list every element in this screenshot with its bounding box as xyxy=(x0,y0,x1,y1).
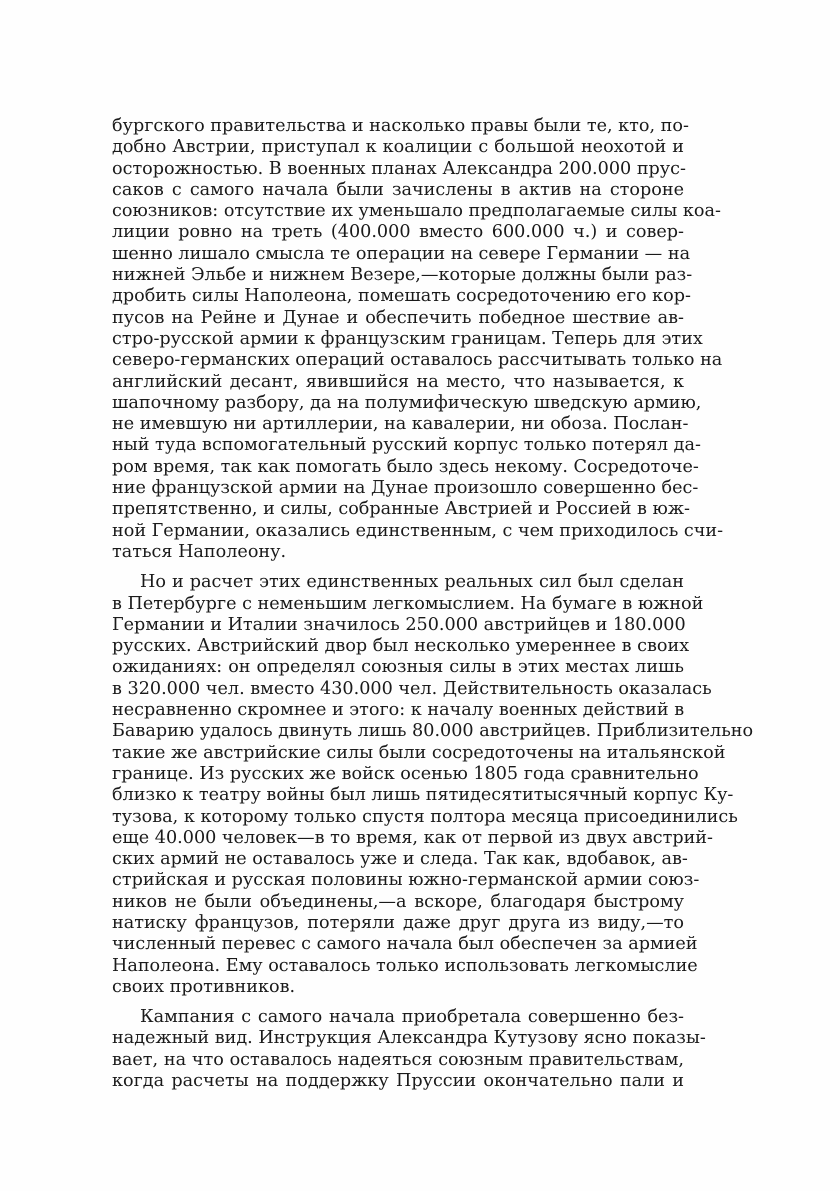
text-line: в Петербурге с неменьшим легкомыслием. На бумаге в южной xyxy=(112,593,704,614)
text-line: английский десант, явившийся на место, что называется, к xyxy=(112,371,684,392)
text-line: осторожностью. В военных планах Александра 200.000 прус- xyxy=(112,158,686,179)
text-line: союзников: отсутствие их уменьшало предполагаемые силы коа- xyxy=(112,201,721,222)
text-line: надежный вид. Инструкция Александра Кутузову ясно показы- xyxy=(112,1028,706,1049)
text-line: Но и расчет этих единственных реальных сил был сделан xyxy=(140,572,684,593)
text-line: ром время, так как помогать было здесь некому. Сосредоточе- xyxy=(112,456,699,477)
text-line: Баварию удалось двинуть лишь 80.000 австрийцев. Приблизительно xyxy=(112,721,754,742)
paragraph-3 xyxy=(112,1007,706,1092)
text-line: своих противников. xyxy=(112,976,296,997)
text-line: границе. Из русских же войск осенью 1805 года сравнительно xyxy=(112,763,699,784)
text-line: Германии и Италии значилось 250.000 австрийцев и 180.000 xyxy=(112,614,686,635)
paragraph-1 xyxy=(112,116,724,563)
paragraph-2 xyxy=(112,572,754,998)
text-line: в 320.000 чел. вместо 430.000 чел. Действительность оказалась xyxy=(112,678,712,699)
text-line: ный туда вспомогательный русский корпус только потерял да- xyxy=(112,435,701,456)
text-line: ских армий не оставалось уже и следа. Так как, вдобавок, ав- xyxy=(112,849,688,870)
text-line: когда расчеты на поддержку Пруссии окончательно пали и xyxy=(112,1071,684,1092)
text-line: бургского правительства и насколько правы были те, кто, по- xyxy=(112,116,689,136)
text-line: северо-германских операций оставалось рассчитывать только на xyxy=(112,350,723,371)
text-line: шенно лишало смысла те операции на севере Германии — на xyxy=(112,243,691,264)
text-line: ожиданиях: он определял союзныя силы в этих местах лишь xyxy=(112,657,684,678)
text-line: такие же австрийские силы были сосредоточены на итальянской xyxy=(112,742,726,763)
text-line: пусов на Рейне и Дунае и обеспечить победное шествие ав- xyxy=(112,307,684,328)
text-line: Наполеона. Ему оставалось только использовать легкомыслие xyxy=(112,955,698,976)
text-line: препятственно, и силы, собранные Австрией и Россией в юж- xyxy=(112,499,690,520)
text-line: еще 40.000 человек—в то время, как от первой из двух австрий- xyxy=(112,827,713,848)
text-line: лиции ровно на треть (400.000 вместо 600.000 ч.) и совер- xyxy=(112,222,684,243)
text-line: дробить силы Наполеона, помешать сосредоточению его кор- xyxy=(112,286,691,307)
text-line: не имевшую ни артиллерии, на кавалерии, ни обоза. Послан- xyxy=(112,414,689,435)
text-line: Кампания с самого начала приобретала совершенно без- xyxy=(140,1007,684,1028)
text-line: тузова, к которому только спустя полтора месяца присоединились xyxy=(112,806,738,827)
text-line: стро-русской армии к французским границам. Теперь для этих xyxy=(112,328,703,349)
text-line: численный перевес с самого начала был обеспечен за армией xyxy=(112,934,698,955)
text-line: ников не были объединены,—а вскоре, благодаря быстрому xyxy=(112,891,684,912)
text-line: таться Наполеону. xyxy=(112,541,287,562)
text-line: близко к театру войны был лишь пятидесятитысячный корпус Ку- xyxy=(112,785,734,806)
text-line: нижней Эльбе и нижнем Везере,—которые должны были раз- xyxy=(112,265,693,286)
text-line: саков с самого начала были зачислены в актив на стороне xyxy=(112,179,684,200)
text-line: натиску французов, потеряли даже друг друга из виду,—то xyxy=(112,912,684,933)
text-line: русских. Австрийский двор был несколько умереннее в своих xyxy=(112,636,690,657)
text-line: шапочному разбору, да на полумифическую шведскую армию, xyxy=(112,392,702,413)
page-text xyxy=(112,116,754,1092)
text-line: несравненно скромнее и этого: к началу военных действий в xyxy=(112,700,685,721)
text-line: вает, на что оставалось надеяться союзным правительствам, xyxy=(112,1049,684,1070)
text-line: ние французской армии на Дунае произошло совершенно бес- xyxy=(112,478,699,499)
text-line: добно Австрии, приступал к коалиции с большой неохотой и xyxy=(112,137,684,158)
text-line: стрийская и русская половины южно-германской армии союз- xyxy=(112,870,700,891)
text-line: ной Германии, оказались единственным, с чем приходилось счи- xyxy=(112,520,724,541)
